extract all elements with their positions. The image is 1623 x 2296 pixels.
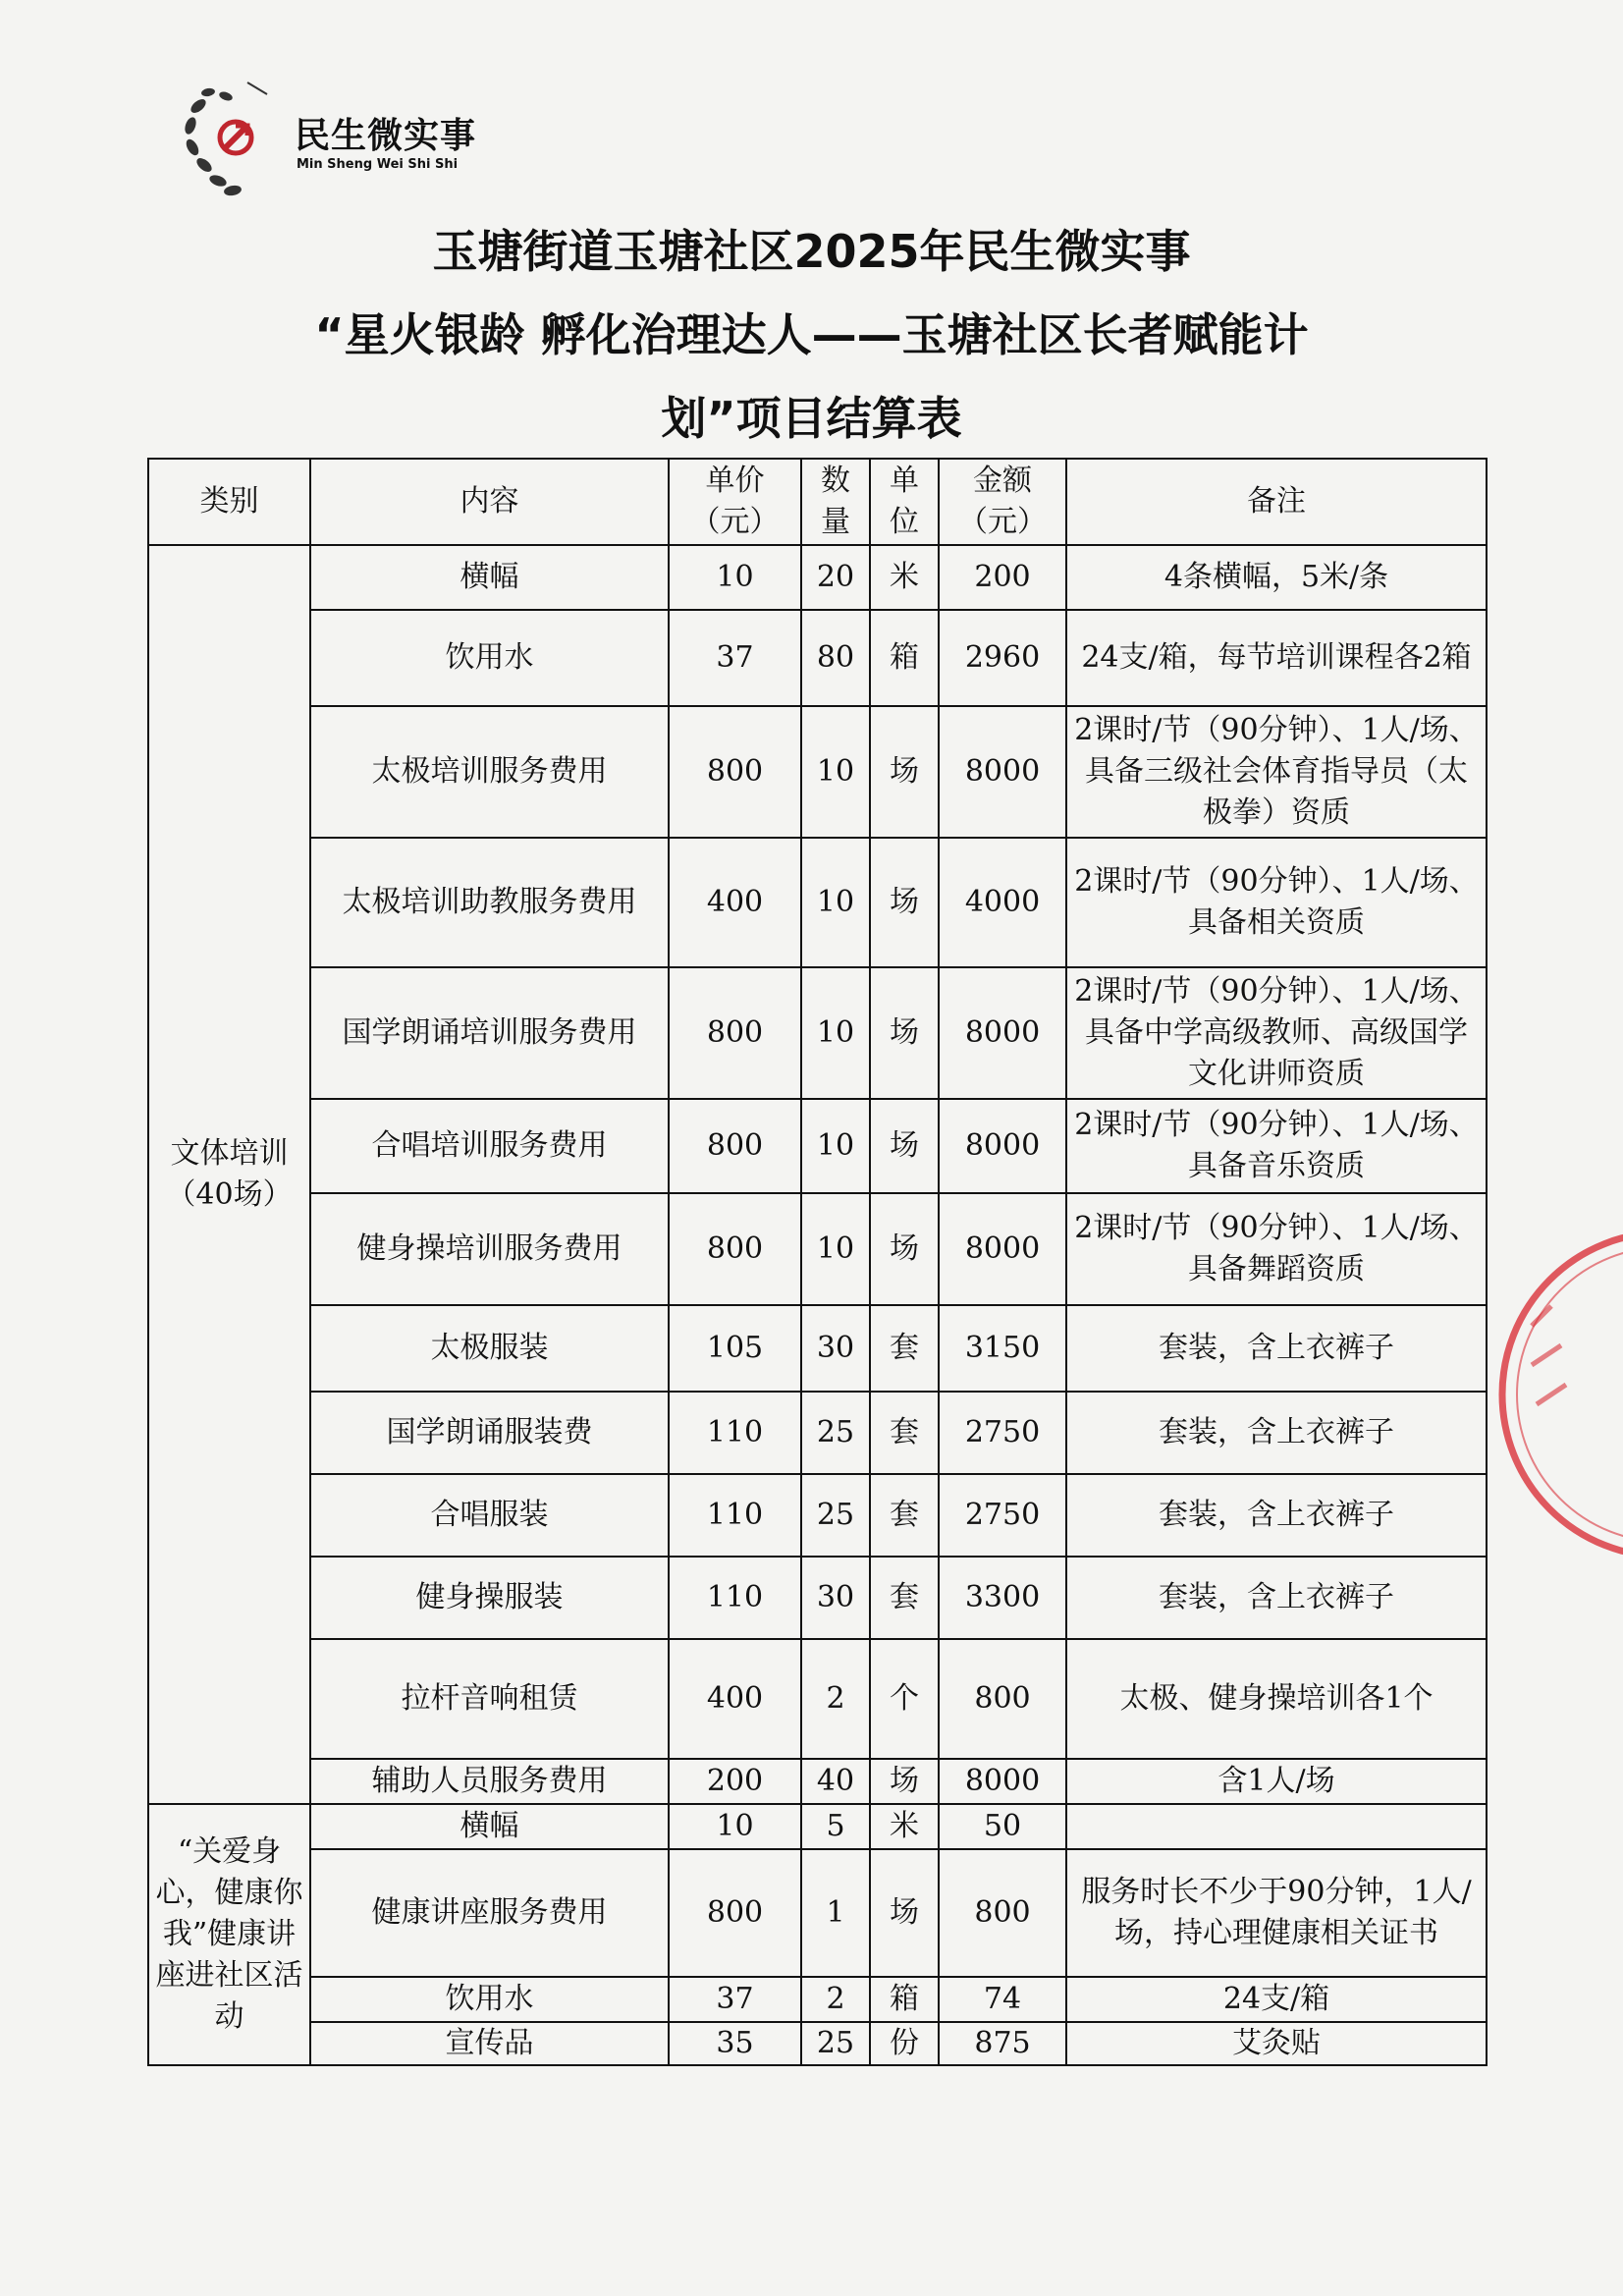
title-line-1: 玉塘街道玉塘社区2025年民生微实事 xyxy=(432,225,1191,278)
content-cell: 饮用水 xyxy=(310,610,669,706)
price-cell: 800 xyxy=(669,706,801,838)
table-row xyxy=(148,706,1487,838)
amount-cell: 800 xyxy=(939,1849,1066,1977)
content-cell: 太极服装 xyxy=(310,1305,669,1392)
price-cell: 800 xyxy=(669,967,801,1099)
note-cell: 24支/箱 xyxy=(1066,1977,1487,2022)
note-cell: 套装，含上衣裤子 xyxy=(1066,1392,1487,1474)
header-content: 内容 xyxy=(310,459,669,545)
note-cell: 2课时/节（90分钟）、1人/场、具备中学高级教师、高级国学文化讲师资质 xyxy=(1066,967,1487,1099)
price-cell: 200 xyxy=(669,1759,801,1804)
unit-cell: 套 xyxy=(870,1474,939,1557)
amount-cell: 8000 xyxy=(939,1759,1066,1804)
amount-cell: 2750 xyxy=(939,1474,1066,1557)
price-cell: 110 xyxy=(669,1392,801,1474)
header-note: 备注 xyxy=(1066,459,1487,545)
content-cell: 辅助人员服务费用 xyxy=(310,1759,669,1804)
table-row xyxy=(148,1474,1487,1557)
qty-cell: 10 xyxy=(801,1193,870,1305)
unit-cell: 米 xyxy=(870,545,939,610)
price-cell: 400 xyxy=(669,838,801,967)
qty-cell: 30 xyxy=(801,1305,870,1392)
table-row xyxy=(148,2022,1487,2065)
qty-cell: 10 xyxy=(801,706,870,838)
amount-cell: 2960 xyxy=(939,610,1066,706)
header-category: 类别 xyxy=(148,459,310,545)
price-cell: 37 xyxy=(669,1977,801,2022)
unit-cell: 场 xyxy=(870,838,939,967)
qty-cell: 25 xyxy=(801,1392,870,1474)
note-cell: 套装，含上衣裤子 xyxy=(1066,1557,1487,1639)
table-header-row xyxy=(148,459,1487,545)
content-cell: 合唱培训服务费用 xyxy=(310,1099,669,1193)
amount-cell: 2750 xyxy=(939,1392,1066,1474)
header-quantity: 数量 xyxy=(801,459,870,545)
price-cell: 35 xyxy=(669,2022,801,2065)
settlement-table xyxy=(147,458,1488,2066)
amount-cell: 200 xyxy=(939,545,1066,610)
header-amount: 金额（元） xyxy=(939,459,1066,545)
table-body xyxy=(148,545,1487,2065)
qty-cell: 25 xyxy=(801,1474,870,1557)
content-cell: 拉杆音响租赁 xyxy=(310,1639,669,1759)
note-cell: 4条横幅，5米/条 xyxy=(1066,545,1487,610)
qty-cell: 10 xyxy=(801,1099,870,1193)
table-row xyxy=(148,967,1487,1099)
table-row xyxy=(148,1759,1487,1804)
table-row xyxy=(148,1639,1487,1759)
price-cell: 10 xyxy=(669,1804,801,1849)
content-cell: 健身操服装 xyxy=(310,1557,669,1639)
content-cell: 横幅 xyxy=(310,1804,669,1849)
price-cell: 800 xyxy=(669,1849,801,1977)
qty-cell: 80 xyxy=(801,610,870,706)
unit-cell: 场 xyxy=(870,706,939,838)
unit-cell: 套 xyxy=(870,1305,939,1392)
qty-cell: 5 xyxy=(801,1804,870,1849)
amount-cell: 8000 xyxy=(939,706,1066,838)
unit-cell: 场 xyxy=(870,967,939,1099)
unit-cell: 箱 xyxy=(870,1977,939,2022)
table-row xyxy=(148,1977,1487,2022)
unit-cell: 份 xyxy=(870,2022,939,2065)
price-cell: 400 xyxy=(669,1639,801,1759)
seal-stamp xyxy=(1492,1208,1623,1581)
amount-cell: 800 xyxy=(939,1639,1066,1759)
title-line-2: “星火银龄 孵化治理达人——玉塘社区长者赋能计 xyxy=(314,308,1309,361)
table-row xyxy=(148,545,1487,610)
qty-cell: 1 xyxy=(801,1849,870,1977)
content-cell: 横幅 xyxy=(310,545,669,610)
unit-cell: 场 xyxy=(870,1193,939,1305)
price-cell: 800 xyxy=(669,1099,801,1193)
category-cell: “关爱身心，健康你我”健康讲座进社区活动 xyxy=(148,1804,310,2065)
amount-cell: 875 xyxy=(939,2022,1066,2065)
title-line-3: 划”项目结算表 xyxy=(661,392,962,445)
logo xyxy=(179,67,493,204)
amount-cell: 8000 xyxy=(939,1193,1066,1305)
note-cell: 2课时/节（90分钟）、1人/场、具备相关资质 xyxy=(1066,838,1487,967)
table-row xyxy=(148,1305,1487,1392)
content-cell: 宣传品 xyxy=(310,2022,669,2065)
header-unit-price: 单价（元） xyxy=(669,459,801,545)
table-row xyxy=(148,838,1487,967)
unit-cell: 场 xyxy=(870,1099,939,1193)
qty-cell: 30 xyxy=(801,1557,870,1639)
unit-cell: 套 xyxy=(870,1392,939,1474)
note-cell: 含1人/场 xyxy=(1066,1759,1487,1804)
table-row xyxy=(148,1193,1487,1305)
table-row xyxy=(148,1392,1487,1474)
header-unit: 单位 xyxy=(870,459,939,545)
content-cell: 健康讲座服务费用 xyxy=(310,1849,669,1977)
amount-cell: 8000 xyxy=(939,1099,1066,1193)
content-cell: 健身操培训服务费用 xyxy=(310,1193,669,1305)
unit-cell: 个 xyxy=(870,1639,939,1759)
table-row xyxy=(148,1557,1487,1639)
qty-cell: 10 xyxy=(801,838,870,967)
price-cell: 110 xyxy=(669,1474,801,1557)
amount-cell: 3300 xyxy=(939,1557,1066,1639)
price-cell: 110 xyxy=(669,1557,801,1639)
qty-cell: 2 xyxy=(801,1977,870,2022)
content-cell: 饮用水 xyxy=(310,1977,669,2022)
unit-cell: 米 xyxy=(870,1804,939,1849)
qty-cell: 25 xyxy=(801,2022,870,2065)
content-cell: 太极培训助教服务费用 xyxy=(310,838,669,967)
content-cell: 合唱服装 xyxy=(310,1474,669,1557)
price-cell: 800 xyxy=(669,1193,801,1305)
logo-heart-icon xyxy=(179,67,287,204)
note-cell: 2课时/节（90分钟）、1人/场、具备舞蹈资质 xyxy=(1066,1193,1487,1305)
note-cell xyxy=(1066,1804,1487,1849)
unit-cell: 场 xyxy=(870,1849,939,1977)
qty-cell: 20 xyxy=(801,545,870,610)
content-cell: 太极培训服务费用 xyxy=(310,706,669,838)
price-cell: 37 xyxy=(669,610,801,706)
amount-cell: 3150 xyxy=(939,1305,1066,1392)
table-row xyxy=(148,1099,1487,1193)
amount-cell: 50 xyxy=(939,1804,1066,1849)
amount-cell: 4000 xyxy=(939,838,1066,967)
logo-text-en: Min Sheng Wei Shi Shi xyxy=(297,157,459,172)
qty-cell: 40 xyxy=(801,1759,870,1804)
content-cell: 国学朗诵培训服务费用 xyxy=(310,967,669,1099)
price-cell: 10 xyxy=(669,545,801,610)
note-cell: 2课时/节（90分钟）、1人/场、具备三级社会体育指导员（太极拳）资质 xyxy=(1066,706,1487,838)
unit-cell: 场 xyxy=(870,1759,939,1804)
category-cell: 文体培训（40场） xyxy=(148,545,310,1804)
note-cell: 太极、健身操培训各1个 xyxy=(1066,1639,1487,1759)
note-cell: 2课时/节（90分钟）、1人/场、具备音乐资质 xyxy=(1066,1099,1487,1193)
unit-cell: 箱 xyxy=(870,610,939,706)
price-cell: 105 xyxy=(669,1305,801,1392)
qty-cell: 10 xyxy=(801,967,870,1099)
logo-text-cn: 民生微实事 xyxy=(295,116,477,156)
qty-cell: 2 xyxy=(801,1639,870,1759)
amount-cell: 74 xyxy=(939,1977,1066,2022)
note-cell: 艾灸贴 xyxy=(1066,2022,1487,2065)
note-cell: 套装，含上衣裤子 xyxy=(1066,1474,1487,1557)
note-cell: 服务时长不少于90分钟，1人/场，持心理健康相关证书 xyxy=(1066,1849,1487,1977)
table-row xyxy=(148,610,1487,706)
unit-cell: 套 xyxy=(870,1557,939,1639)
table-row xyxy=(148,1849,1487,1977)
note-cell: 24支/箱，每节培训课程各2箱 xyxy=(1066,610,1487,706)
amount-cell: 8000 xyxy=(939,967,1066,1099)
table-row xyxy=(148,1804,1487,1849)
content-cell: 国学朗诵服装费 xyxy=(310,1392,669,1474)
note-cell: 套装，含上衣裤子 xyxy=(1066,1305,1487,1392)
